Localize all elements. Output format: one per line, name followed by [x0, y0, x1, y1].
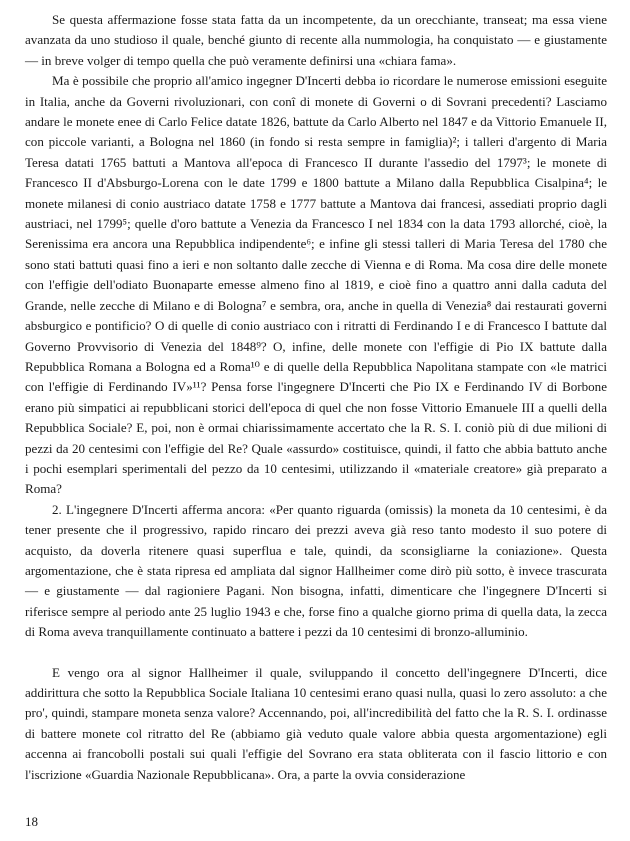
paragraph-2: Ma è possibile che proprio all'amico ingegner D'Incerti debba io ricordare le numerose emissioni eseguite in Italia, anche da Governi rivoluzionari, con conî di monete di Governi o di Sovrani precedenti? Lasciamo andare le monete enee di Carlo Felice datate 1826, battute da Carlo Alberto nel 1847 e da Vittorio Emanuele II, con piccole varianti, a Bologna nel 1860 (in fondo si resta sempre in famiglia)²; i talleri d'argento di Maria Teresa datati 1765 battuti a Mantova all'epoca di Francesco II durante l'assedio del 1797³; le monete di Francesco II d'Absburgo-Lorena con le date 1799 e 1800 battute a Milano dalla Repubblica Cisalpina⁴; le monete milanesi di conio austriaco datate 1758 e 1777 battute a Mantova dai francesi, assediati proprio dagli austriaci, nel 1799⁵; quelle d'oro battute a Venezia da Francesco I nel 1834 con la data 1793 allorché, cioè, la Serenissima era ancora una Repubblica indipendente⁶; e infine gli stessi talleri di Maria Teresa del 1780 che sono stati battuti quasi fino a ieri e non soltanto dalle zecche di Vienna e di Roma. Ma cosa dire delle monete con l'effigie dell'odiato Buonaparte emesse almeno fino al 1819, e cioè fino a quattro anni dalla caduta del Grande, nelle zecche di Milano e di Bologna⁷ e sembra, ora, anche in quella di Venezia⁸ dai restaurati governi absburgico e pontificio? O di quelle di conio austriaco con i ritratti di Ferdinando I e di Francesco I battute dal Governo Provvisorio di Venezia del 1848⁹? O, infine, delle monete con l'effigie di Pio IX battute dalla Repubblica Romana a Bologna ed a Roma¹⁰ e di quelle della Repubblica Napolitana stampate con «le matrici con l'effigie di Ferdinando IV»¹¹? Pensa forse l'ingegnere D'Incerti che Pio IX e Ferdinando IV di Borbone erano più simpatici ai repubblicani storici dell'epoca di quel che non fosse Vittorio Emanuele III a quelli della Repubblica Sociale? E, poi, non è ormai chiarissimamente accertato che la R. S. I. coniò più di due milioni di pezzi da 20 centesimi con l'effigie del Re? Quale «assurdo» costituisce, quindi, il fatto che abbia battuto anche i pochi esemplari sperimentali del pezzo da 10 centesimi, utilizzando il «materiale creatore» già preparato a Roma?	[25, 73, 607, 497]
paragraph-3: 2. L'ingegnere D'Incerti afferma ancora: «Per quanto riguarda (omissis) la moneta da 10 centesimi, è da tener presente che il progressivo, rapido rincaro dei prezzi aveva già reso tanto modesto il suo potere di acquisto, da doverla ritenere quasi superflua e tale, quindi, da sconsigliarne la coniazione». Questa argomentazione, che è stata ripresa ed ampliata dal signor Hallheimer come dirò più sotto, è invece trascurata — e giustamente — dal ragioniere Pagani. Non bisogna, infatti, dimenticare che l'ingegnere D'Incerti si riferisce sempre al periodo ante 25 luglio 1943 e che, forse fino a qualche giorno prima di quella data, la zecca di Roma aveva tranquillamente continuato a battere i pezzi da 10 centesimi di bronzo-alluminio.	[25, 501, 607, 640]
paragraph-1: Se questa affermazione fosse stata fatta da un incompetente, da un orecchiante, transeat; ma essa viene avanzata da uno studioso il quale, benché giunto di recente alla nummologia, ha conquistato — e giustamente — in breve volger di tempo quella che può veramente definirsi una «chiara fama».	[25, 12, 607, 68]
paragraph-gap	[25, 643, 607, 663]
paragraph-4: E vengo ora al signor Hallheimer il quale, sviluppando il concetto dell'ingegnere D'Incerti, dice addirittura che sotto la Repubblica Sociale Italiana 10 centesimi erano quasi nulla, quasi lo zero assoluto: a che pro', quindi, stampare moneta senza valore? Accennando, poi, all'incredibilità del fatto che la R. S. I. ordinasse di battere monete col ritratto del Re (abbiamo già veduto quale valore abbia questa argomentazione) egli accenna ai francobolli postali sui quali l'effigie del Sovrano era stata obliterata con il fascio littorio e con l'iscrizione «Guardia Nazionale Repubblicana». Ora, a parte la ovvia considerazione	[25, 664, 607, 782]
page-number: 18	[25, 814, 38, 829]
